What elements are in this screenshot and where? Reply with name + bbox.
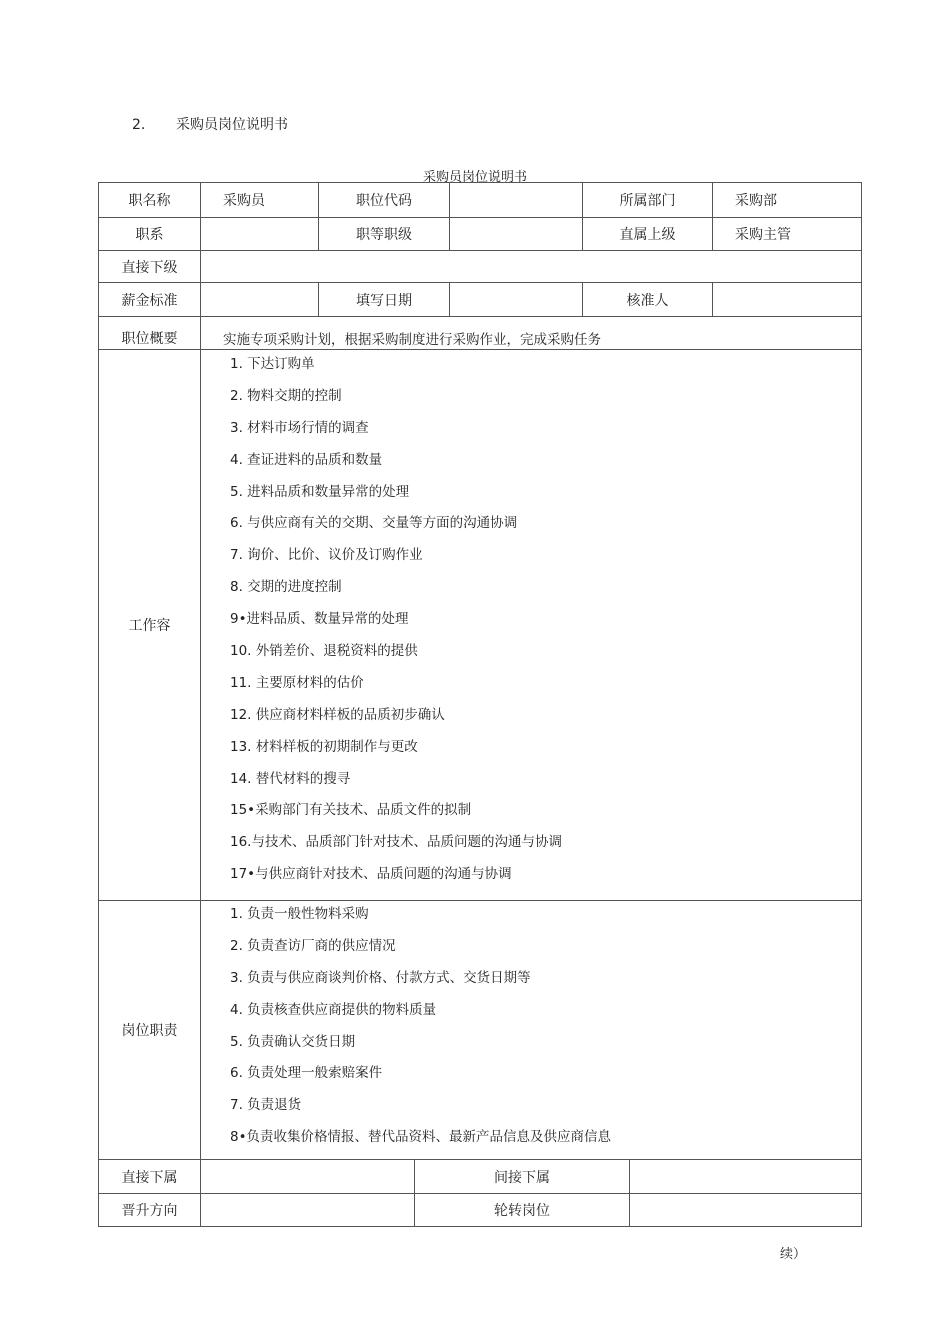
job-title-value: 采购员 [201, 183, 319, 218]
table-caption: 采购员岗位说明书 [422, 170, 527, 185]
promotion-value [201, 1194, 415, 1226]
work-item: 8. 交期的进度控制 [230, 579, 342, 596]
job-title-label: 职名称 [99, 183, 201, 218]
duty-item: 4. 负责核查供应商提供的物料质量 [230, 1001, 437, 1018]
direct-subordinate-label: 直接下级 [99, 251, 201, 283]
job-family-label: 职系 [99, 218, 201, 251]
work-item: 7. 询价、比价、议价及订购作业 [230, 547, 423, 564]
grade-label: 职等职级 [319, 218, 450, 251]
work-item: 1. 下达订购单 [230, 356, 315, 372]
department-label: 所属部门 [583, 183, 713, 218]
duty-item: 1. 负责一般性物料采购 [230, 906, 369, 922]
work-item: 14. 替代材料的搜寻 [230, 770, 351, 787]
rotation-label: 轮转岗位 [415, 1194, 630, 1226]
fill-date-label: 填写日期 [319, 283, 450, 317]
work-content-label: 工作容 [99, 350, 201, 901]
duty-item: 7. 负责退货 [230, 1097, 302, 1114]
work-item: 16.与技术、品质部门针对技术、品质问题的沟通与协调 [230, 834, 562, 851]
section-number: 2. [132, 117, 146, 133]
summary-value: 实施专项采购计划，根据采购制度进行采购作业，完成采购任务 [201, 317, 861, 350]
work-item: 17•与供应商针对技术、品质问题的沟通与协调 [230, 866, 512, 883]
continued-note: 续） [780, 1247, 807, 1262]
job-family-value [201, 218, 319, 251]
position-code-value [450, 183, 583, 218]
direct-reports-value [201, 1160, 415, 1194]
indirect-reports-label: 间接下属 [415, 1160, 630, 1194]
salary-label: 薪金标准 [99, 283, 201, 317]
fill-date-value [450, 283, 583, 317]
duty-item: 6. 负责处理一般索赔案件 [230, 1065, 383, 1082]
work-item: 13. 材料样板的初期制作与更改 [230, 738, 418, 755]
direct-subordinate-value [201, 251, 861, 283]
salary-value [201, 283, 319, 317]
work-item: 11. 主要原材料的估价 [230, 674, 364, 691]
approver-value [713, 283, 861, 317]
work-item: 12. 供应商材料样板的品质初步确认 [230, 706, 445, 723]
section-title: 采购员岗位说明书 [176, 117, 288, 133]
supervisor-label: 直属上级 [583, 218, 713, 251]
work-item: 4. 查证进料的品质和数量 [230, 451, 383, 468]
promotion-label: 晋升方向 [99, 1194, 201, 1226]
direct-reports-label: 直接下属 [99, 1160, 201, 1194]
indirect-reports-value [630, 1160, 861, 1194]
summary-label: 职位概要 [99, 317, 201, 350]
grade-value [450, 218, 583, 251]
duty-item: 3. 负责与供应商谈判价格、付款方式、交货日期等 [230, 969, 531, 986]
work-item: 15•采购部门有关技术、品质文件的拟制 [230, 802, 472, 819]
duty-item: 8•负责收集价格情报、替代品资料、最新产品信息及供应商信息 [230, 1129, 612, 1146]
approver-label: 核准人 [583, 283, 713, 317]
work-item: 2. 物料交期的控制 [230, 387, 342, 404]
position-code-label: 职位代码 [319, 183, 450, 218]
duties-label: 岗位职责 [99, 901, 201, 1160]
work-item: 3. 材料市场行情的调查 [230, 419, 369, 436]
supervisor-value: 采购主管 [713, 218, 861, 251]
duty-items-list [230, 905, 611, 1160]
duty-item: 2. 负责查访厂商的供应情况 [230, 937, 396, 954]
duty-item: 5. 负责确认交货日期 [230, 1033, 356, 1050]
work-item: 9•进料品质、数量异常的处理 [230, 611, 409, 628]
work-item: 5. 进料品质和数量异常的处理 [230, 483, 410, 500]
work-items-list [230, 355, 562, 897]
work-item: 6. 与供应商有关的交期、交量等方面的沟通协调 [230, 515, 518, 532]
section-heading [132, 114, 288, 134]
rotation-value [630, 1194, 861, 1226]
work-item: 10. 外销差价、退税资料的提供 [230, 643, 418, 660]
department-value: 采购部 [713, 183, 861, 218]
